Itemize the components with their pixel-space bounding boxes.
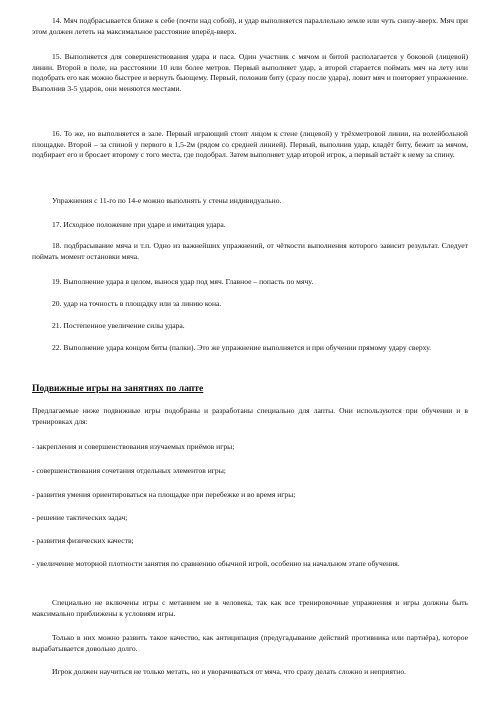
paragraph-16: 16. То же, но выполняется в зале. Первый играющий стоит лицом к стене (лицевой) у трёхметровой линии, на волейбольной площадке. Второй – за спиной у первого в 1,5-2м (рядом со средней линией). Первый, выполнив удар, кладёт биту, бежит за мячом, подбирает его и бросает второму с того места, где подобрал. Затем выполняет удар второй игрок, а первый встаёт к нему за спину. (32, 129, 468, 159)
bullet-item: - увеличение моторной плотности занятия по сравнению обычной игрой, особенно на начальном этапе обучения. (32, 559, 400, 568)
paragraph-15: 15. Выполняется для совершенствования удара и паса. Один участник с мячом и битой располагается у боковой (лицевой) линии. Второй в поле, на расстоянии 10 или более метров. Первый выполняет удар, а второй старается поймать мяч на лету или подобрать его как можно быстрее и вернуть бьющему. Первый, положив биту (сразу после удара), ловит мяч и повторяет упражнение. Выполнив 3-5 ударов, они меняются местами. (32, 52, 468, 93)
closing-paragraph: Специально не включены игры с метанием не в человека, так как все тренировочные упражнения и игры должны быть максимально приближены к условиям игры. (32, 598, 468, 618)
intro-paragraph: Предлагаемые ниже подвижные игры подобраны и разработаны специально для лапты. Они используются при обучении и в тренировках для: (32, 406, 468, 426)
paragraph-17: 17. Исходное положение при ударе и имитация удара. (52, 220, 226, 229)
bullet-item: - совершенствования сочетания отдельных элементов игры; (32, 466, 226, 475)
bullet-item: - развития физических качеств; (32, 536, 134, 545)
closing-paragraph: Только в них можно развить такое качество, как антиципация (предугадывание действий противника или партнёра), которое вырабатывается довольно долго. (32, 633, 468, 653)
paragraph-22: 22. Выполнение удара концом биты (палки). Это же упражнение выполняется и при обучении прямому удару сверху. (52, 343, 432, 352)
bullet-item: - решение тактических задач; (32, 513, 128, 522)
paragraph-14: 14. Мяч подбрасывается ближе к себе (почти над собой), и удар выполняется параллельно земле или чуть снизу-вверх. Мяч при этом должен лететь на максимальное расстояние вперёд-вверх. (32, 16, 468, 36)
paragraph-18: 18. подбрасывание мяча и т.п. Одно из важнейших упражнений, от чёткости выполнения которого зависит результат. Следует поймать момент остановки мяча. (32, 241, 468, 261)
bullet-item: - развития умения ориентироваться на площадке при перебежке и во время игры; (32, 490, 296, 499)
section-heading: Подвижные игры на занятиях по лапте (32, 383, 204, 394)
paragraph-exercises-note: Упражнения с 11-го по 14-е можно выполнять у стены индивидуально. (52, 196, 282, 205)
paragraph-21: 21. Постепенное увеличение силы удара. (52, 321, 185, 330)
paragraph-19: 19. Выполнение удара в целом, вынося удар под мяч. Главное – попасть по мячу. (52, 277, 314, 286)
bullet-item: - закрепления и совершенствования изучаемых приёмов игры; (32, 442, 235, 451)
paragraph-20: 20. удар на точность в площадку или за линию кона. (52, 299, 222, 308)
closing-paragraph: Игрок должен научиться не только метать, но и уворачиваться от мяча, что сразу делать сложно и неприятно. (52, 667, 407, 676)
